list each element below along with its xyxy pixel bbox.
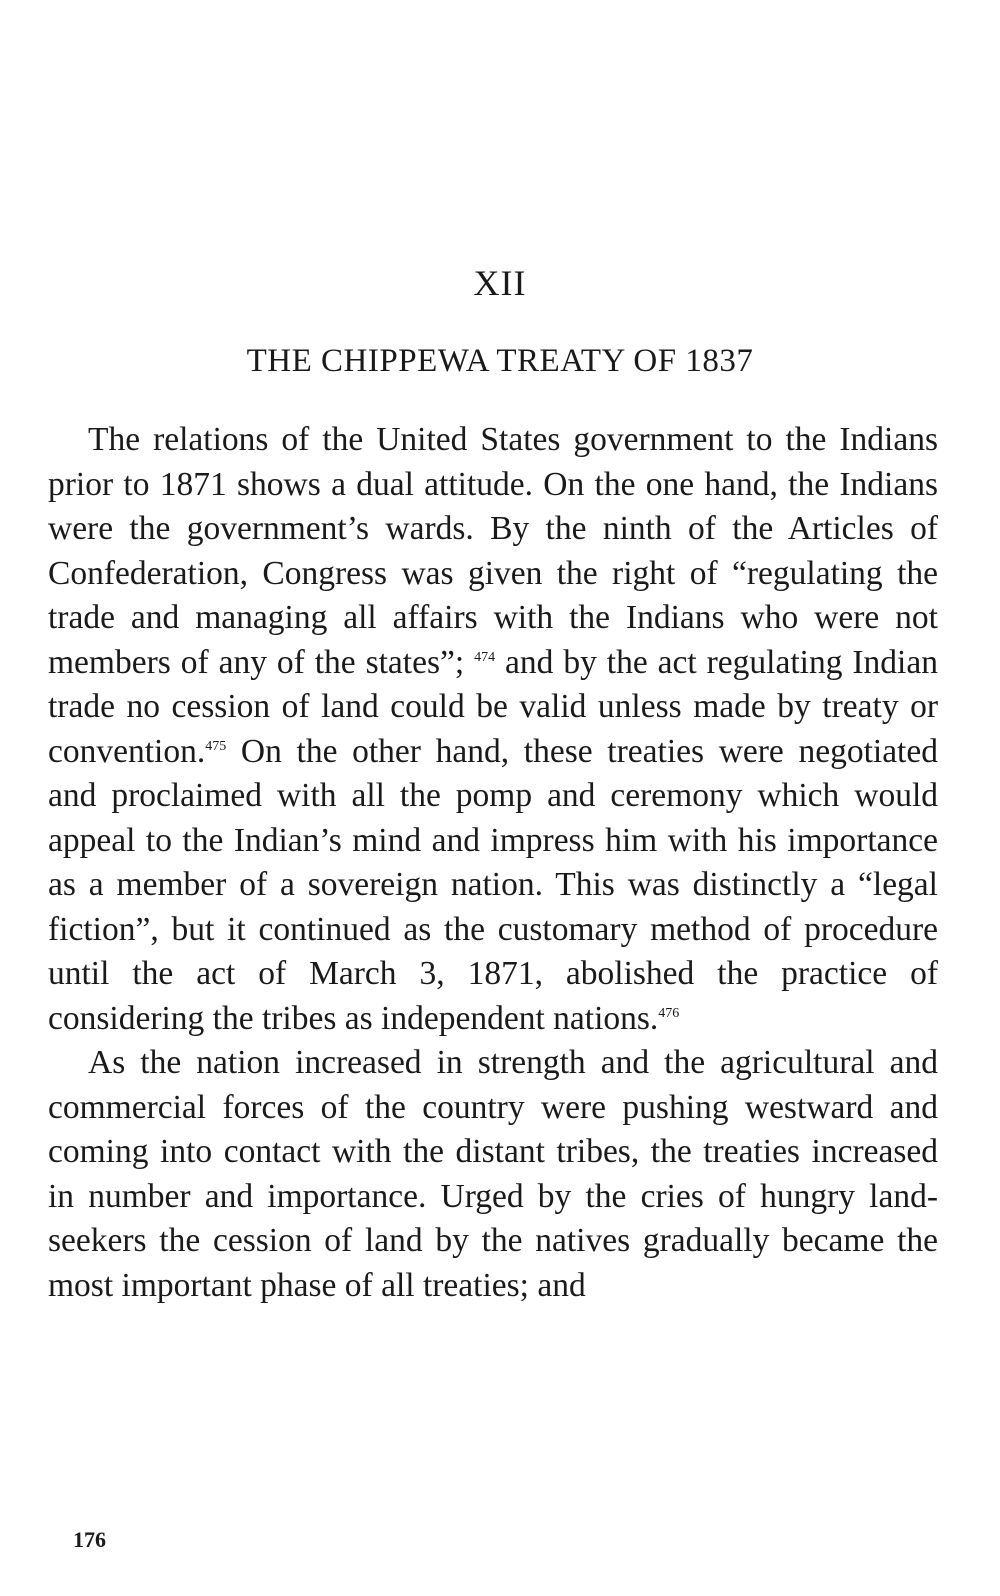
paragraph <box>48 418 938 1041</box>
footnote-marker[interactable]: 474 <box>474 649 496 665</box>
chapter-title: THE CHIPPEWA TREATY OF 1837 <box>246 343 754 379</box>
paragraph-text: and by the act regulating Indian trade no cession of land could be valid unless made by treaty or convention. <box>48 643 938 770</box>
chapter-number: XII <box>473 263 527 303</box>
paragraph <box>48 1041 938 1308</box>
footnote-marker[interactable]: 476 <box>658 1005 680 1021</box>
page-number: 176 <box>73 1527 106 1552</box>
paragraph-text: On the other hand, these treaties were negotiated and proclaimed with all the pomp and ceremony which would appeal to the Indian’s mind and impress him with his importance as a member of a sovereign nation. This was distinctly a “legal fiction”, but it continued as the customary method of procedure until the act of March 3, 1871, abolished the practice of considering the tribes as independent nations. <box>48 732 938 1037</box>
body-text <box>48 418 938 1308</box>
footnote-marker[interactable]: 475 <box>205 738 227 754</box>
paragraph-text: The relations of the United States government to the Indians prior to 1871 shows a dual attitude. On the one hand, the Indians were the government’s wards. By the ninth of the Articles of Confederation, Congress was given the right of “regulating the trade and managing all affairs with the Indians who were not members of any of the states”; <box>48 421 938 681</box>
paragraph-text: As the nation increased in strength and the agricultural and commercial forces of the country were pushing westward and coming into contact with the distant tribes, the treaties increased in number and importance. Urged by the cries of hungry land-seekers the cession of land by the natives gradually became the most important phase of all treaties; and <box>48 1044 938 1304</box>
